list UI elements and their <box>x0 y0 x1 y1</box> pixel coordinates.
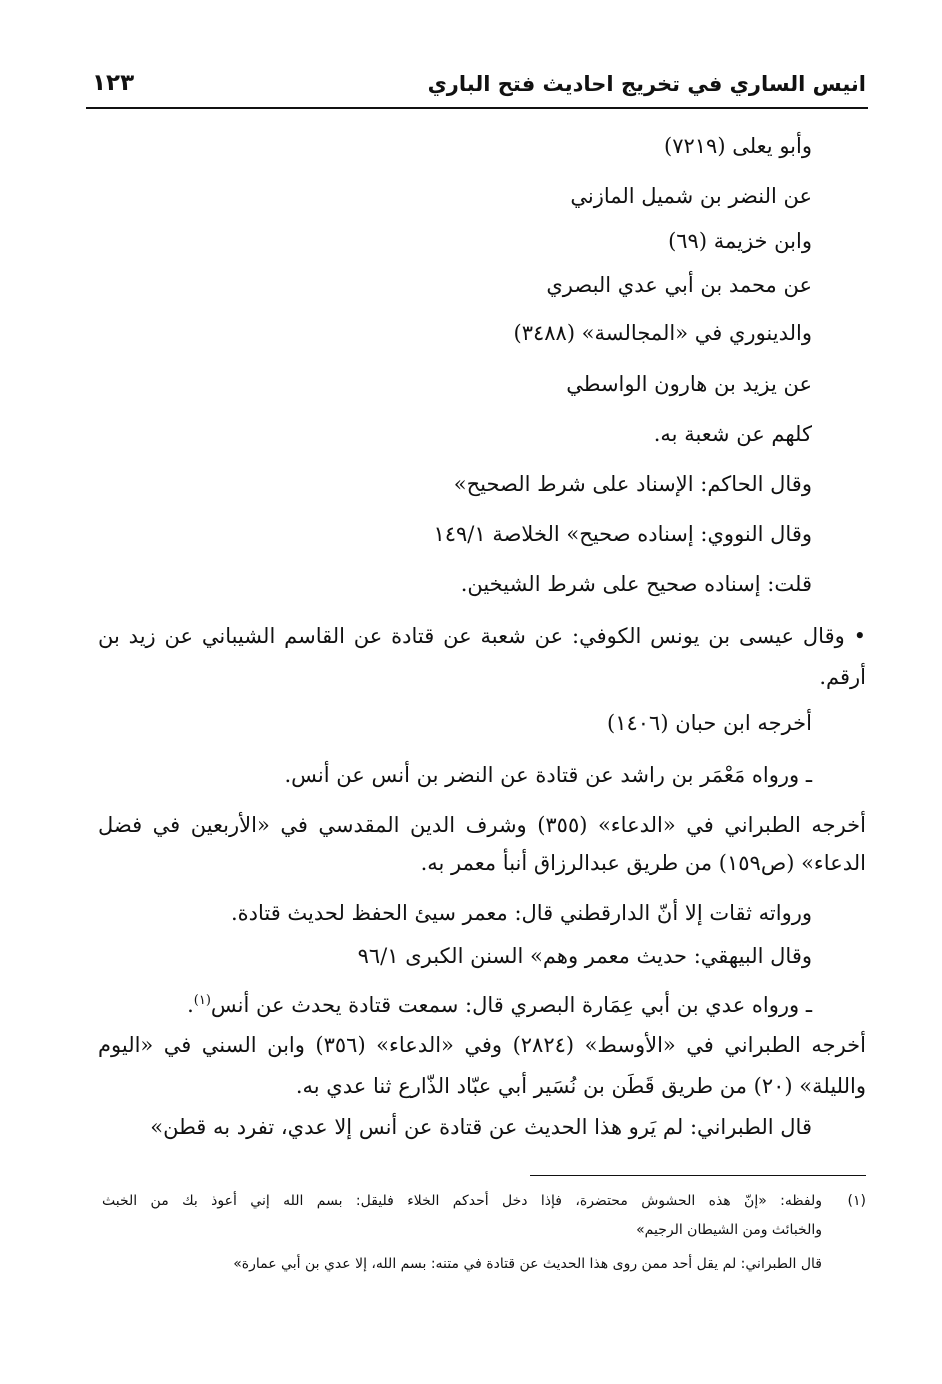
text-run: . <box>187 993 194 1017</box>
text-line: أخرجه الطبراني في «الدعاء» (٣٥٥) وشرف الدين المقدسي في «الأربعين في فضل <box>98 813 866 837</box>
text-line: عن يزيد بن هارون الواسطي <box>566 372 812 396</box>
text-line: كلهم عن شعبة به. <box>653 422 812 446</box>
text-line <box>187 986 812 1020</box>
footnote-line: قال الطبراني: لم يقل أحد ممن روى هذا الحديث عن قتادة في متنه: بسم الله، إلا عدي بن أبي عمارة» <box>233 1256 822 1272</box>
footnote-number: (١) <box>847 1193 866 1209</box>
text-line: والليلة» (٢٠) من طريق قَطَن بن نُسَير أبي عبّاد الذّارع ثنا عدي به. <box>295 1074 866 1098</box>
footnote-line: ولفظه: «إنّ هذه الحشوش محتضرة، فإذا دخل أحدكم الخلاء فليقل: بسم الله إني أعوذ بك من الخبث <box>102 1193 822 1209</box>
text-line: وابن خزيمة (٦٩) <box>668 229 812 253</box>
text-line: الدعاء» (ص١٥٩) من طريق عبدالرزاق أنبأ معمر به. <box>420 851 866 875</box>
running-header <box>88 66 866 106</box>
text-line: وقال البيهقي: حديث معمر وهم» السنن الكبرى ٩٦/١ <box>357 944 812 968</box>
text-line: قلت: إسناده صحيح على شرط الشيخين. <box>460 572 812 596</box>
text-line: والدينوري في «المجالسة» (٣٤٨٨) <box>513 321 812 345</box>
text-line: وقال الحاكم: الإسناد على شرط الصحيح» <box>453 472 812 496</box>
text-line: أخرجه الطبراني في «الأوسط» (٢٨٢٤) وفي «الدعاء» (٣٥٦) وابن السني في «اليوم <box>98 1033 866 1057</box>
footnote-line: والخبائث ومن الشيطان الرجيم» <box>636 1222 822 1238</box>
footnote-marker: (١) <box>193 993 211 1008</box>
text-line: عن النضر بن شميل المازني <box>570 184 812 208</box>
text-line: أخرجه ابن حبان (١٤٠٦) <box>607 711 812 735</box>
page-number: ١٢٣ <box>92 70 135 96</box>
text-line: وقال النووي: إسناده صحيح» الخلاصة ١٤٩/١ <box>433 522 812 546</box>
text-line: وأبو يعلى (٧٢١٩) <box>664 134 812 158</box>
text-line: ـ ورواه مَعْمَر بن راشد عن قتادة عن النضر بن أنس عن أنس. <box>284 763 812 787</box>
text-run: ـ ورواه عدي بن أبي عِمَارة البصري قال: سمعت قتادة يحدث عن أنس <box>210 993 812 1017</box>
text-line: ورواته ثقات إلا أنّ الدارقطني قال: معمر سيئ الحفظ لحديث قتادة. <box>230 901 812 925</box>
text-line: • وقال عيسى بن يونس الكوفي: عن شعبة عن قتادة عن القاسم الشيباني عن زيد بن <box>98 624 866 648</box>
header-rule <box>86 107 868 109</box>
book-title: انيس الساري في تخريج احاديث فتح الباري <box>427 72 866 96</box>
text-line: عن محمد بن أبي عدي البصري <box>546 273 812 297</box>
text-line: أرقم. <box>819 665 866 689</box>
footnote-rule <box>530 1175 866 1176</box>
text-line: قال الطبراني: لم يَرو هذا الحديث عن قتادة عن أنس إلا عدي، تفرد به قطن» <box>150 1115 812 1139</box>
